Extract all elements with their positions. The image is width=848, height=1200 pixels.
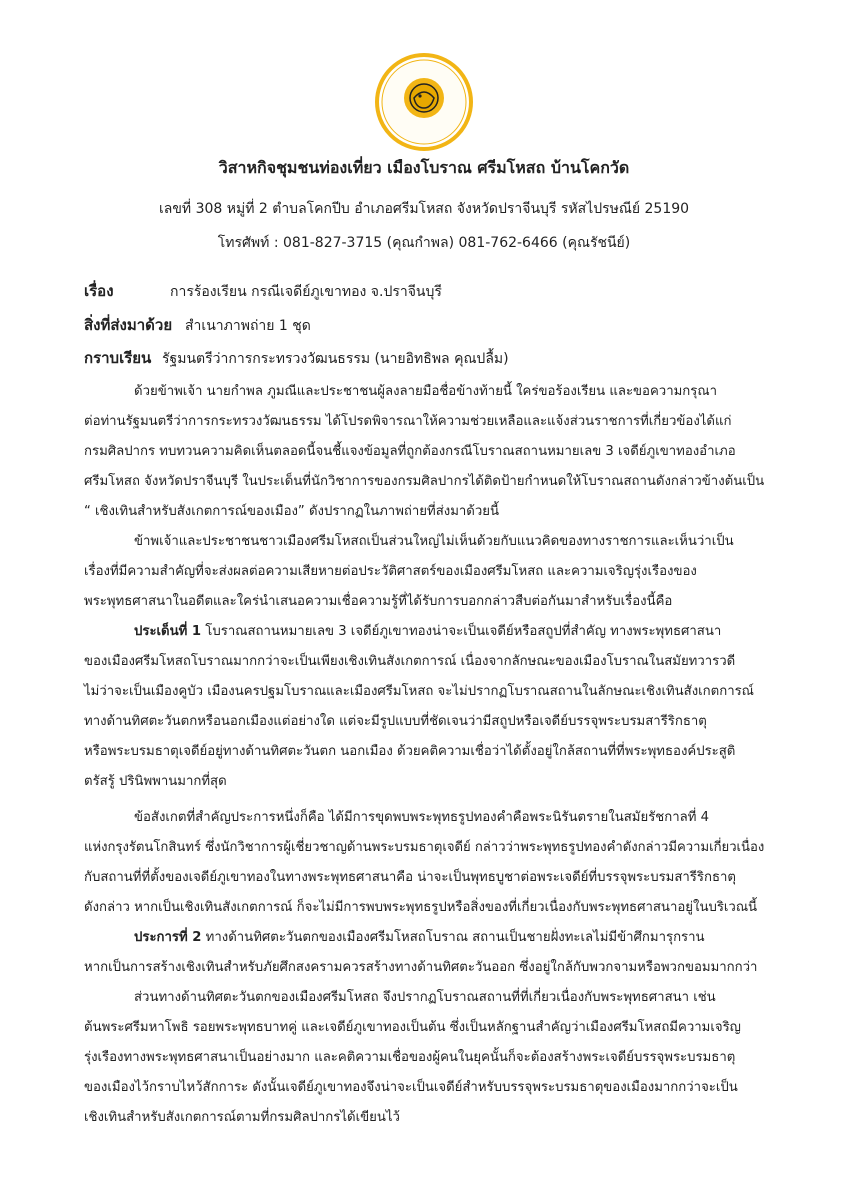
elephant-emblem-icon [374, 52, 474, 152]
subject-row [84, 279, 442, 303]
organization-name: วิสาหกิจชุมชนท่องเที่ยว เมืองโบราณ ศรีมโหสถ บ้านโคกวัด [218, 158, 630, 177]
body-line: ต้นพระศรีมหาโพธิ รอยพระพุทธบาทคู่ และเจดีย์ภูเขาทองเป็นต้น ซึ่งเป็นหลักฐานสำคัญว่าเมืองศรีมโหสถมีความเจริญ [84, 1020, 741, 1035]
subject-label: เรื่อง [84, 282, 114, 300]
organization-phone: โทรศัพท์ : 081-827-3715 (คุณกำพล) 081-762-6466 (คุณรัชนีย์) [217, 235, 631, 251]
body-line: หรือพระบรมธาตุเจดีย์อยู่ทางด้านทิศตะวันตก นอกเมือง ด้วยคติความเชื่อว่าได้ตั้งอยู่ใกล้สถานที่ที่พระพุทธองค์ประสูติ [84, 744, 736, 759]
body-line: ตรัสรู้ ปรินิพพานมากที่สุด [84, 774, 227, 789]
point-2-heading: ประการที่ 2 [134, 930, 202, 945]
body-line: ดังกล่าว หากเป็นเชิงเทินสังเกตการณ์ ก็จะไม่มีการพบพระพุทธรูปหรือสิ่งของที่เกี่ยวเนื่องกับพระพุทธศาสนาอยู่ในบริเวณนี้ [84, 900, 758, 915]
organization-logo [374, 52, 474, 152]
subject-text: การร้องเรียน กรณีเจดีย์ภูเขาทอง จ.ปราจีนบุรี [170, 284, 442, 300]
body-line: รุ่งเรืองทางพระพุทธศาสนาเป็นอย่างมาก และคติความเชื่อของผู้คนในยุคนั้นก็จะต้องสร้างพระเจดีย์บรรจุพระบรมธาตุ [84, 1050, 736, 1065]
recipient-label: กราบเรียน [84, 349, 152, 367]
body-line: ข้าพเจ้าและประชาชนชาวเมืองศรีมโหสถเป็นส่วนใหญ่ไม่เห็นด้วยกับแนวคิดของทางราชการและเห็นว่าเป็น [134, 534, 734, 549]
body-line: กรมศิลปากร ทบทวนความคิดเห็นตลอดนี้จนชี้แจงข้อมูลที่ถูกต้องกรณีโบราณสถานหมายเลข 3 เจดีย์ภูเขาทองอำเภอ [84, 444, 736, 459]
body-line: ต่อท่านรัฐมนตรีว่าการกระทรวงวัฒนธรรม ได้โปรดพิจารณาให้ความช่วยเหลือและแจ้งส่วนราชการที่เกี่ยวข้องได้แก่ [84, 414, 732, 429]
body-line: ของเมืองศรีมโหสถโบราณมากกว่าจะเป็นเพียงเชิงเทินสังเกตการณ์ เนื่องจากลักษณะของเมืองโบราณในสมัยทวารวดี [84, 654, 736, 669]
recipient-text: รัฐมนตรีว่าการกระทรวงวัฒนธรรม (นายอิทธิพล คุณปลื้ม) [162, 351, 509, 367]
enclosure-row [84, 313, 311, 337]
body-line: ข้อสังเกตที่สำคัญประการหนึ่งก็คือ ได้มีการขุดพบพระพุทธรูปทองคำคือพระนิรันตรายในสมัยรัชกาลที่ 4 [134, 810, 709, 825]
body-line: ส่วนทางด้านทิศตะวันตกของเมืองศรีมโหสถ จึงปรากฏโบราณสถานที่ที่เกี่ยวเนื่องกับพระพุทธศาสนา เช่น [134, 990, 716, 1005]
body-line [134, 622, 721, 642]
body-line: ทางด้านทิศตะวันตกหรือนอกเมืองแต่อย่างใด แต่จะมีรูปแบบที่ชัดเจนว่ามีสถูปหรือเจดีย์บรรจุพระบรมสารีริกธาตุ [84, 714, 707, 729]
body-line: กับสถานที่ที่ตั้งของเจดีย์ภูเขาทองในทางพระพุทธศาสนาคือ น่าจะเป็นพุทธบูชาต่อพระเจดีย์ที่บรรจุพระบรมสารีริกธาตุ [84, 870, 736, 885]
body-line [134, 928, 705, 948]
body-line: หากเป็นการสร้างเชิงเทินสำหรับภัยศึกสงครามควรสร้างทางด้านทิศตะวันออก ซึ่งอยู่ใกล้กับพวกจามหรือพวกขอมมากกว่า [84, 960, 758, 975]
enclosure-label: สิ่งที่ส่งมาด้วย [84, 316, 173, 334]
body-line: เรื่องที่มีความสำคัญที่จะส่งผลต่อความเสียหายต่อประวัติศาสตร์ของเมืองศรีมโหสถ และความเจริญรุ่งเรืองของ [84, 564, 697, 579]
body-line: ศรีมโหสถ จังหวัดปราจีนบุรี ในประเด็นที่นักวิชาการของกรมศิลปากรได้ติดป้ายกำหนดให้โบราณสถานดังกล่าวข้างต้นเป็น [84, 474, 765, 489]
point-2-text: ทางด้านทิศตะวันตกของเมืองศรีมโหสถโบราณ สถานเป็นชายฝั่งทะเลไม่มีข้าศึกมารุกราน [201, 930, 705, 945]
point-1-text: โบราณสถานหมายเลข 3 เจดีย์ภูเขาทองน่าจะเป็นเจดีย์หรือสถูปที่สำคัญ ทางพระพุทธศาสนา [201, 624, 722, 639]
enclosure-text: สำเนาภาพถ่าย 1 ชุด [185, 318, 311, 334]
recipient-row [84, 346, 509, 370]
organization-address: เลขที่ 308 หมู่ที่ 2 ตำบลโคกปีบ อำเภอศรีมโหสถ จังหวัดปราจีนบุรี รหัสไปรษณีย์ 25190 [158, 201, 690, 217]
body-line: “ เชิงเทินสำหรับสังเกตการณ์ของเมือง” ดังปรากฏในภาพถ่ายที่ส่งมาด้วยนี้ [84, 504, 500, 519]
body-line: เชิงเทินสำหรับสังเกตการณ์ตามที่กรมศิลปากรได้เขียนไว้ [84, 1110, 400, 1125]
body-line: พระพุทธศาสนาในอดีตและใคร่นำเสนอความเชื่อความรู้ที่ได้รับการบอกกล่าวสืบต่อกันมาสำหรับเรื่องนี้คือ [84, 594, 673, 609]
point-1-heading: ประเด็นที่ 1 [134, 624, 202, 639]
body-line: ของเมืองไว้กราบไหว้สักการะ ดังนั้นเจดีย์ภูเขาทองจึงน่าจะเป็นเจดีย์สำหรับบรรจุพระบรมธาตุของเมืองมากกว่าจะเป็น [84, 1080, 738, 1095]
body-line: แห่งกรุงรัตนโกสินทร์ ซึ่งนักวิชาการผู้เชี่ยวชาญด้านพระบรมธาตุเจดีย์ กล่าวว่าพระพุทธรูปทองคำดังกล่าวมีความเกี่ยวเนื่อง [84, 840, 765, 855]
body-line: ไม่ว่าจะเป็นเมืองคูบัว เมืองนครปฐมโบราณและเมืองศรีมโหสถ จะไม่ปรากฏโบราณสถานในลักษณะเชิงเทินสังเกตการณ์ [84, 684, 754, 699]
body-line: ด้วยข้าพเจ้า นายกำพล ภูมณีและประชาชนผู้ลงลายมือชื่อข้างท้ายนี้ ใคร่ขอร้องเรียน และขอความกรุณา [134, 384, 717, 399]
